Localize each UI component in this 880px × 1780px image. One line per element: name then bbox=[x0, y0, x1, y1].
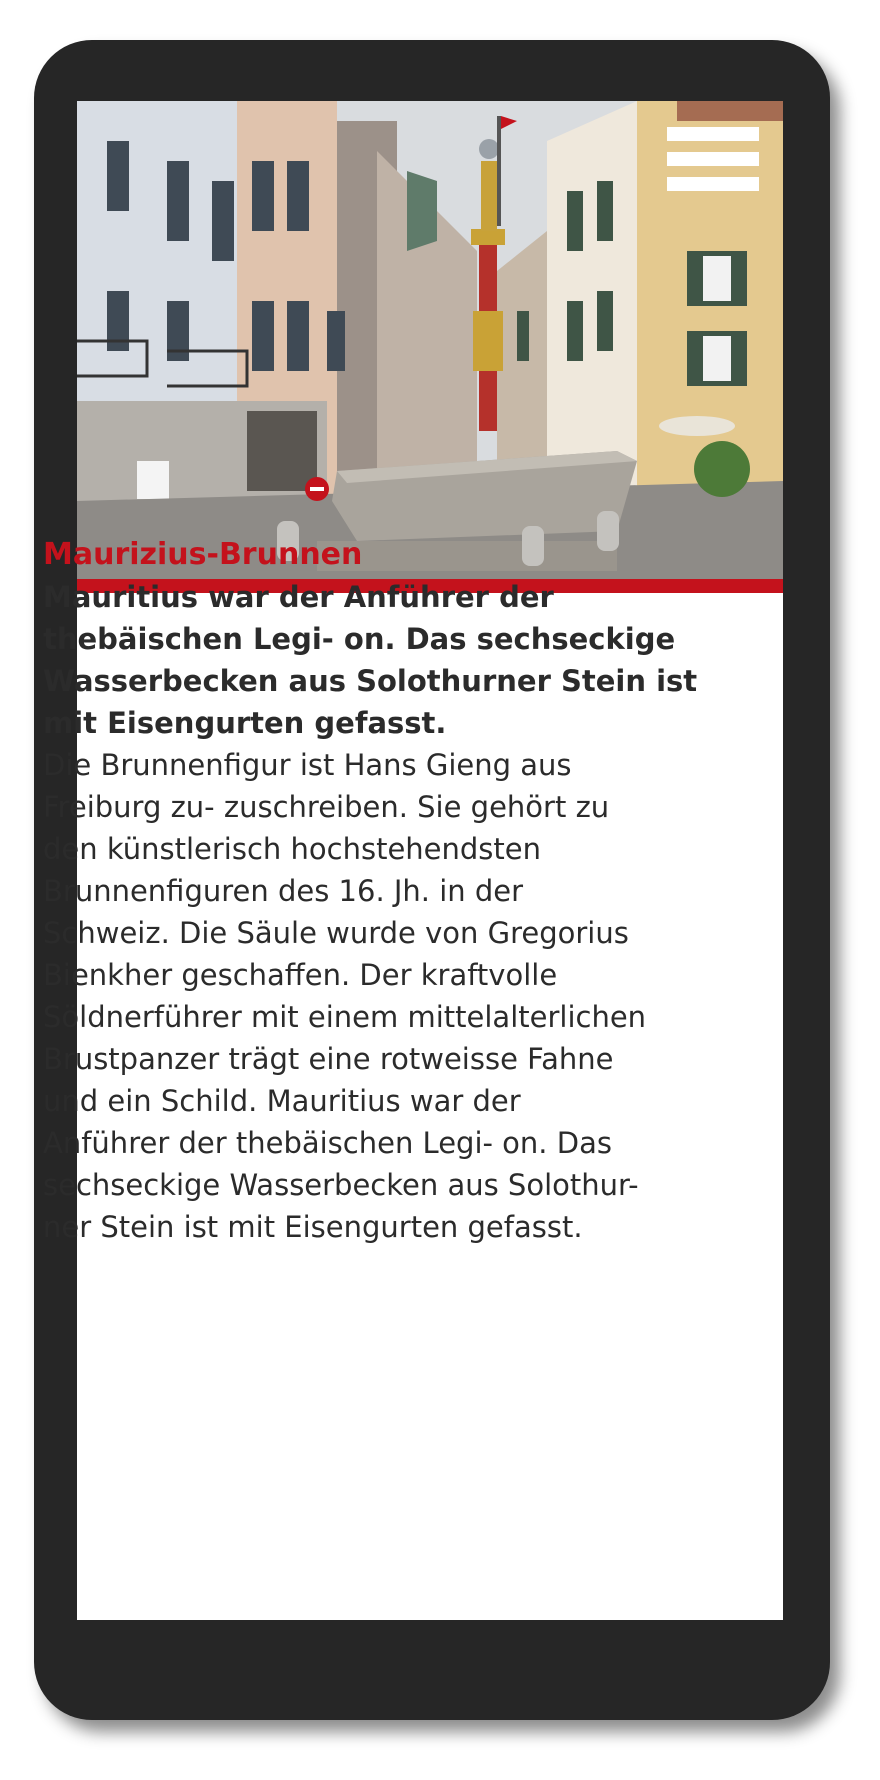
body-line: Brustpanzer trägt eine rotweisse Fahne bbox=[43, 1042, 614, 1076]
body-line: Bienkher geschaffen. Der kraftvolle bbox=[43, 958, 558, 992]
tree bbox=[694, 441, 750, 497]
umbrella bbox=[659, 416, 735, 436]
body-line: Schweiz. Die Säule wurde von Gregorius bbox=[43, 916, 629, 950]
article-title: Maurizius-Brunnen bbox=[43, 537, 363, 572]
lead-line: mit Eisengurten gefasst. bbox=[43, 706, 447, 740]
shop-window bbox=[247, 411, 317, 491]
column-ornament bbox=[473, 311, 503, 371]
body-line: Die Brunnenfigur ist Hans Gieng aus bbox=[43, 748, 572, 782]
article-lead bbox=[43, 576, 698, 744]
body-line: Brunnenfiguren des 16. Jh. in der bbox=[43, 874, 524, 908]
body-line: Anführer der thebäischen Legi- on. Das bbox=[43, 1126, 612, 1160]
body-line: den künstlerisch hochstehendsten bbox=[43, 832, 541, 866]
awning bbox=[407, 171, 437, 251]
hero-image bbox=[77, 101, 783, 579]
article bbox=[43, 534, 698, 1248]
statue-body bbox=[481, 161, 497, 231]
roof-right bbox=[677, 101, 783, 121]
lead-line: thebäischen Legi- on. Das sechseckige bbox=[43, 622, 676, 656]
building-right-white bbox=[547, 101, 637, 501]
body-line: ner Stein ist mit Eisengurten gefasst. bbox=[43, 1210, 583, 1244]
statue-head bbox=[479, 139, 499, 159]
article-body bbox=[43, 744, 668, 1248]
column-capital bbox=[471, 229, 505, 245]
body-line: und ein Schild. Mauritius war der bbox=[43, 1084, 521, 1118]
lead-line: Mauritius war der Anführer der bbox=[43, 580, 554, 614]
statue-spear bbox=[497, 116, 501, 226]
menu-button[interactable] bbox=[667, 127, 759, 199]
body-line: sechseckige Wasserbecken aus Solothur- bbox=[43, 1168, 639, 1202]
body-line: Freiburg zu- zuschreiben. Sie gehört zu bbox=[43, 790, 610, 824]
body-line: Söldnerführer mit einem mittelalterlichen bbox=[43, 1000, 647, 1034]
lead-line: Wasserbecken aus Solothurner Stein ist bbox=[43, 664, 698, 698]
sign-board bbox=[137, 461, 169, 499]
